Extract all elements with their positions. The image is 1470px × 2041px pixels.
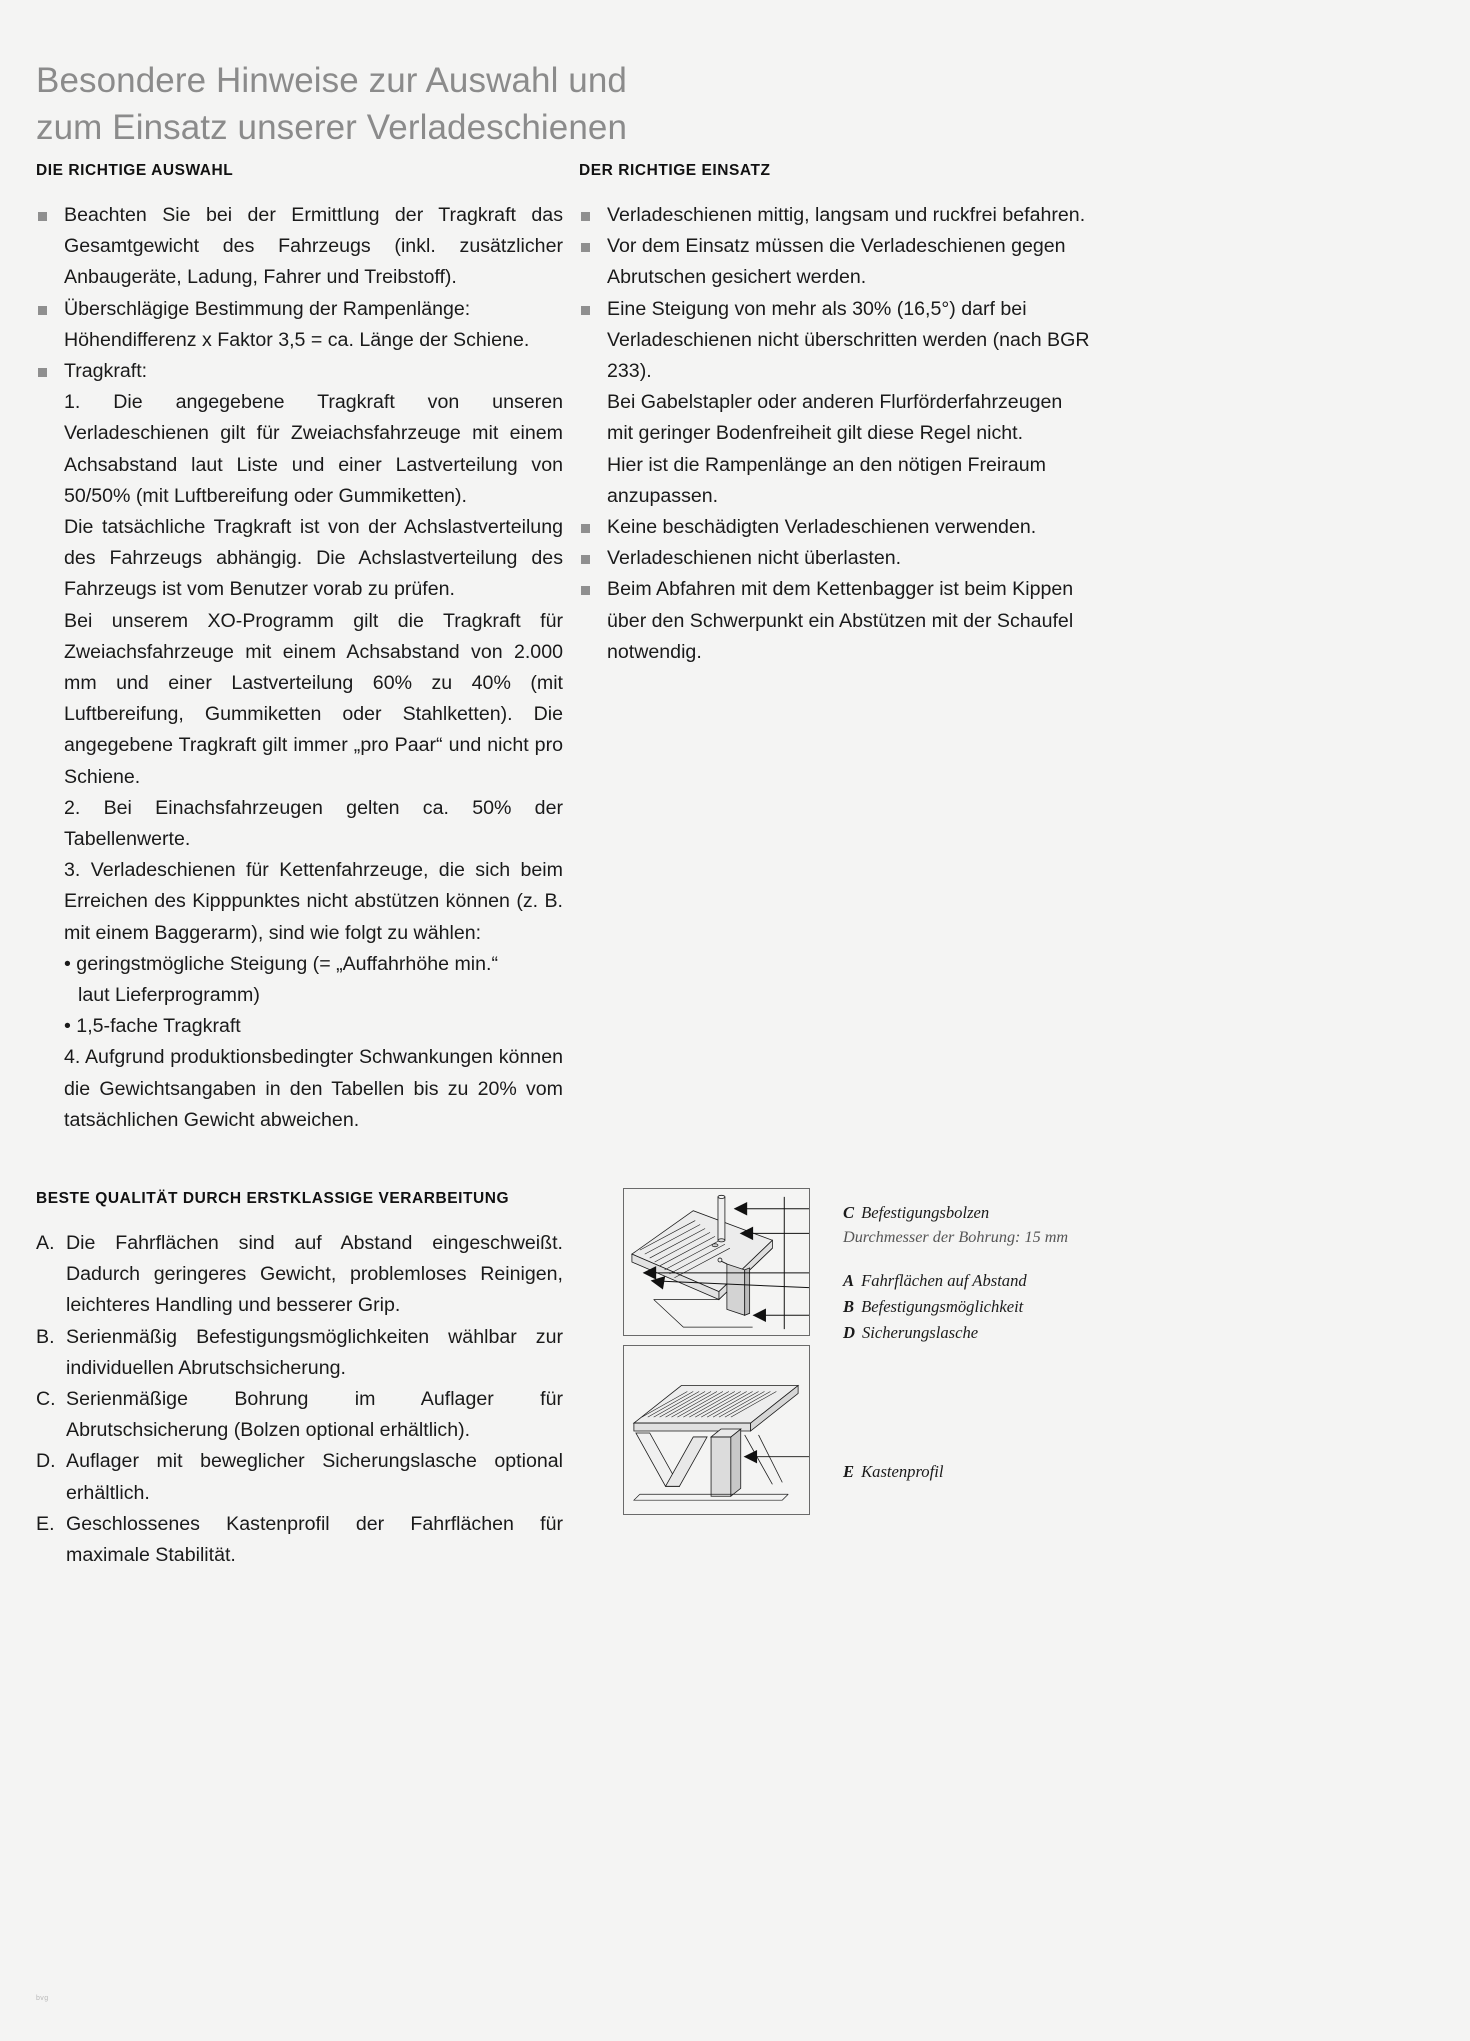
diagram-callout-letter: C — [843, 1203, 855, 1222]
list-item-text: Serienmäßige Bohrung im Auflager für Abrutschsicherung (Bolzen optional erhältlich). — [66, 1388, 563, 1442]
list-item-text-continued: Höhendifferenz x Faktor 3,5 = ca. Länge der Schiene. — [64, 328, 530, 351]
list-item-extra-line: mit geringer Bodenfreiheit gilt diese Regel nicht. — [607, 422, 1024, 445]
list-item — [36, 1509, 563, 1571]
list-item-text: Beachten Sie bei der Ermittlung der Tragkraft das Gesamtgewicht des Fahrzeugs (inkl. zusätzlicher Anbaugeräte, Ladung, Fahrer und Treibstoff). — [64, 204, 563, 289]
page-title-line-2: zum Einsatz unserer Verladeschienen — [36, 108, 628, 148]
list-item — [579, 294, 1097, 512]
list-item-text: Serienmäßig Befestigungsmöglichkeiten wählbar zur individuellen Abrutschsicherung. — [66, 1325, 563, 1379]
list-item-extra-line: Hier ist die Rampenlänge an den nötigen Freiraum — [607, 453, 1046, 476]
list-item-text: Überschlägige Bestimmung der Rampenlänge: — [64, 297, 471, 320]
diagram-callout-a — [843, 1271, 1027, 1291]
list-item-text: Verladeschienen mittig, langsam und ruckfrei befahren. — [607, 204, 1086, 226]
list-item — [579, 574, 1097, 668]
right-column-list — [579, 200, 1097, 668]
list-item-text: Keine beschädigten Verladeschienen verwenden. — [607, 516, 1037, 539]
list-item — [579, 231, 1097, 293]
diagram-callout-text: Sicherungslasche — [861, 1323, 979, 1342]
diagram-callout-letter: B — [843, 1297, 855, 1316]
list-item-text: Eine Steigung von mehr als 30% (16,5°) darf bei Verladeschienen nicht überschritten werden (nach BGR 233). — [607, 297, 1090, 383]
list-item — [36, 1384, 563, 1446]
section-heading-qualitaet: BESTE QUALITÄT DURCH ERSTKLASSIGE VERARBEITUNG — [36, 1190, 510, 1207]
tragkraft-details — [36, 387, 563, 1136]
diagram-callout-letter: E — [843, 1462, 855, 1481]
list-item — [36, 294, 563, 356]
left-column-list — [36, 200, 563, 1136]
bullet-square-icon — [581, 212, 590, 221]
diagram-callout-d — [843, 1323, 978, 1343]
section-heading-einsatz: DER RICHTIGE EINSATZ — [579, 162, 771, 179]
bullet-square-icon — [581, 243, 590, 252]
bullet-square-icon — [38, 368, 47, 377]
list-item-text: Vor dem Einsatz müssen die Verladeschienen gegen Abrutschen gesichert werden. — [607, 235, 1066, 289]
list-item-text: Geschlossenes Kastenprofil der Fahrflächen für maximale Stabilität. — [66, 1512, 563, 1567]
bullet-square-icon — [38, 306, 47, 315]
list-item-extra-line: anzupassen. — [607, 484, 719, 507]
tragkraft-final-paragraph: 4. Aufgrund produktionsbedingter Schwankungen können die Gewichtsangaben in den Tabellen bis zu 20% vom tatsächlichen Gewicht abweichen. — [64, 1046, 563, 1131]
diagram-ramp-detail — [623, 1188, 810, 1336]
list-item-marker: E. — [36, 1512, 55, 1535]
quality-list — [36, 1228, 563, 1571]
tragkraft-paragraph: 2. Bei Einachsfahrzeugen gelten ca. 50% der Tabellenwerte. — [64, 796, 563, 851]
list-item — [579, 512, 1097, 543]
diagram-callout-bore: Durchmesser der Bohrung: 15 mm — [843, 1228, 1069, 1246]
list-item-marker: C. — [36, 1388, 56, 1411]
dot-item-continued: laut Lieferprogramm) — [78, 984, 260, 1007]
list-item — [36, 200, 563, 294]
dot-item: • 1,5-fache Tragkraft — [64, 1015, 241, 1038]
bullet-square-icon — [581, 524, 590, 533]
list-item-text: Auflager mit beweglicher Sicherungslasche optional erhältlich. — [66, 1450, 563, 1504]
tragkraft-paragraph: Die tatsächliche Tragkraft ist von der Achslastverteilung des Fahrzeugs abhängig. Die Achslastverteilung des Fahrzeugs ist vom Benutzer vorab zu prüfen. — [64, 516, 563, 601]
diagram-callout-c — [843, 1203, 989, 1223]
tragkraft-paragraph: Bei unserem XO-Programm gilt die Tragkraft für Zweiachsfahrzeuge mit einem Achsabstand von 2.000 mm und einer Lastverteilung 60% zu 40% (mit Luftbereifung, Gummiketten oder Stahlketten). Die angegebene Tragkraft gilt immer „pro Paar“ und nicht pro Schiene. — [64, 609, 563, 788]
diagram-callout-letter: A — [843, 1271, 855, 1290]
list-item — [579, 200, 1097, 231]
list-item — [36, 356, 563, 387]
list-item-marker: B. — [36, 1325, 55, 1348]
list-item-text: Die Fahrflächen sind auf Abstand eingeschweißt. Dadurch geringeres Gewicht, problemloses Reinigen, leichteres Handling und besserer Grip. — [66, 1232, 563, 1317]
dot-item: • geringstmögliche Steigung (= „Auffahrhöhe min.“ — [64, 952, 498, 975]
list-item-text: Verladeschienen nicht überlasten. — [607, 547, 902, 570]
diagram-callout-text: Kastenprofil — [861, 1462, 944, 1481]
diagram-callout-e — [843, 1462, 943, 1482]
diagram-callout-b — [843, 1297, 1023, 1317]
list-item — [36, 1228, 563, 1322]
bullet-square-icon — [581, 586, 590, 595]
footer-mark: bvg — [36, 1995, 49, 2002]
page-title-line-1: Besondere Hinweise zur Auswahl und — [36, 61, 627, 101]
diagram-box-profile — [623, 1345, 810, 1515]
bullet-square-icon — [38, 212, 47, 221]
bullet-square-icon — [581, 555, 590, 564]
tragkraft-paragraph: 3. Verladeschienen für Kettenfahrzeuge, die sich beim Erreichen des Kipppunktes nicht abstützen können (z. B. mit einem Baggerarm), sind wie folgt zu wählen: — [64, 859, 563, 944]
bullet-square-icon — [581, 306, 590, 315]
diagram-callout-text: Fahrflächen auf Abstand — [861, 1271, 1027, 1290]
list-item-marker: D. — [36, 1450, 56, 1473]
list-item-marker: A. — [36, 1232, 55, 1254]
tragkraft-paragraph: 1. Die angegebene Tragkraft von unseren Verladeschienen gilt für Zweiachsfahrzeuge mit einem Achsabstand laut Liste und einer Lastverteilung von 50/50% (mit Luftbereifung oder Gummiketten). — [64, 391, 563, 507]
list-item — [36, 1322, 563, 1384]
list-item — [579, 543, 1097, 574]
list-item-extra-line: Bei Gabelstapler oder anderen Flurförderfahrzeugen — [607, 391, 1063, 414]
page-title — [36, 57, 836, 151]
list-item-text: Tragkraft: — [64, 360, 148, 383]
diagram-callout-text: Befestigungsbolzen — [861, 1203, 990, 1222]
list-item-text: Beim Abfahren mit dem Kettenbagger ist beim Kippen über den Schwerpunkt ein Abstützen mit der Schaufel notwendig. — [607, 578, 1074, 663]
list-item — [36, 1446, 563, 1508]
section-heading-auswahl: DIE RICHTIGE AUSWAHL — [36, 162, 234, 179]
diagram-callout-text: Befestigungsmöglichkeit — [861, 1297, 1024, 1316]
diagram-callout-letter: D — [843, 1323, 855, 1342]
